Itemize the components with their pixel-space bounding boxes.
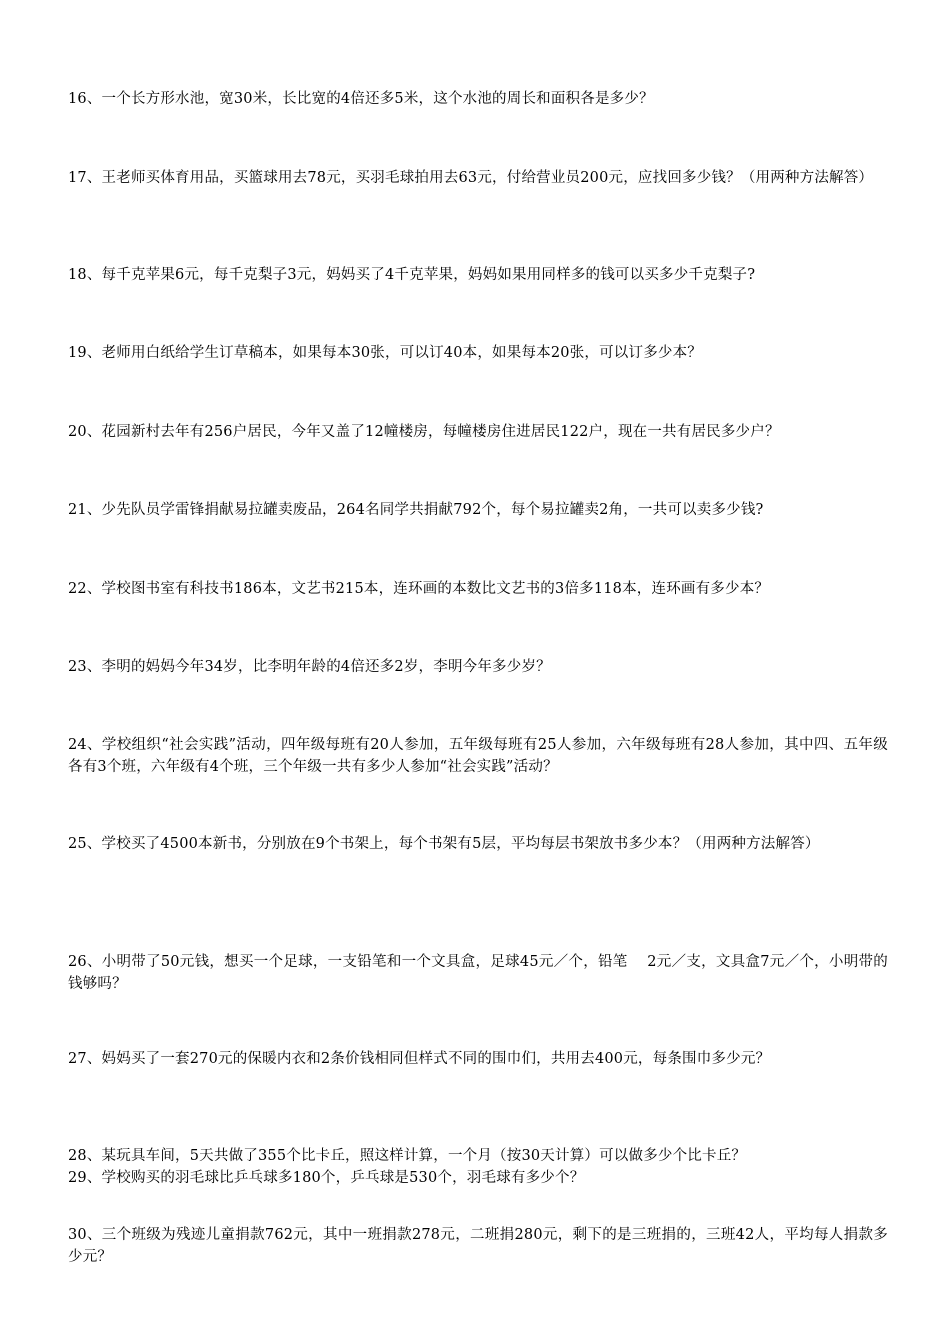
question-20: 20、花园新村去年有256户居民，今年又盖了12幢楼房，每幢楼房住进居民122户，现在一共有居民多少户？ [68,424,780,440]
question-24: 24、学校组织“社会实践”活动，四年级每班有20人参加，五年级每班有25人参加，六年级每班有28人参加，其中四、五年级各有3个班，六年级有4个班，三个年级一共有多少人参加“社会实践”活动？ [68,737,888,775]
question-19: 19、老师用白纸给学生订草稿本，如果每本30张，可以订40本，如果每本20张，可以订多少本？ [68,345,702,361]
question-18: 18、每千克苹果6元，每千克梨子3元，妈妈买了4千克苹果，妈妈如果用同样多的钱可以买多少千克梨子? [68,267,756,283]
question-30: 30、三个班级为残迹儿童捐款762元，其中一班捐款278元，二班捐280元，剩下的是三班捐的，三班42人，平均每人捐款多少元？ [68,1227,888,1265]
question-25: 25、学校买了4500本新书，分别放在9个书架上，每个书架有5层，平均每层书架放书多少本？（用两种方法解答） [68,836,820,852]
question-17: 17、王老师买体育用品，买篮球用去78元，买羽毛球拍用去63元，付给营业员200元，应找回多少钱？（用两种方法解答） [68,170,874,186]
question-27: 27、妈妈买了一套270元的保暖内衣和2条价钱相同但样式不同的围巾们，共用去400元，每条围巾多少元？ [68,1051,771,1067]
question-29: 29、学校购买的羽毛球比乒乓球多180个，乒乓球是530个，羽毛球有多少个？ [68,1170,585,1186]
question-22: 22、学校图书室有科技书186本，文艺书215本，连环画的本数比文艺书的3倍多118本，连环画有多少本？ [68,581,770,597]
question-26: 26、小明带了50元钱，想买一个足球，一支铅笔和一个文具盒，足球45元／个，铅笔 2元／支，文具盒7元／个，小明带的钱够吗？ [68,954,888,992]
question-28: 28、某玩具车间，5天共做了355个比卡丘，照这样计算，一个月（按30天计算）可以做多少个比卡丘？ [68,1148,747,1164]
question-16: 16、一个长方形水池，宽30米，长比宽的4倍还多5米，这个水池的周长和面积各是多少？ [68,91,654,107]
question-23: 23、李明的妈妈今年34岁，比李明年龄的4倍还多2岁，李明今年多少岁？ [68,659,551,675]
question-21: 21、少先队员学雷锋捐献易拉罐卖废品，264名同学共捐献792个，每个易拉罐卖2角，一共可以卖多少钱? [68,502,764,518]
